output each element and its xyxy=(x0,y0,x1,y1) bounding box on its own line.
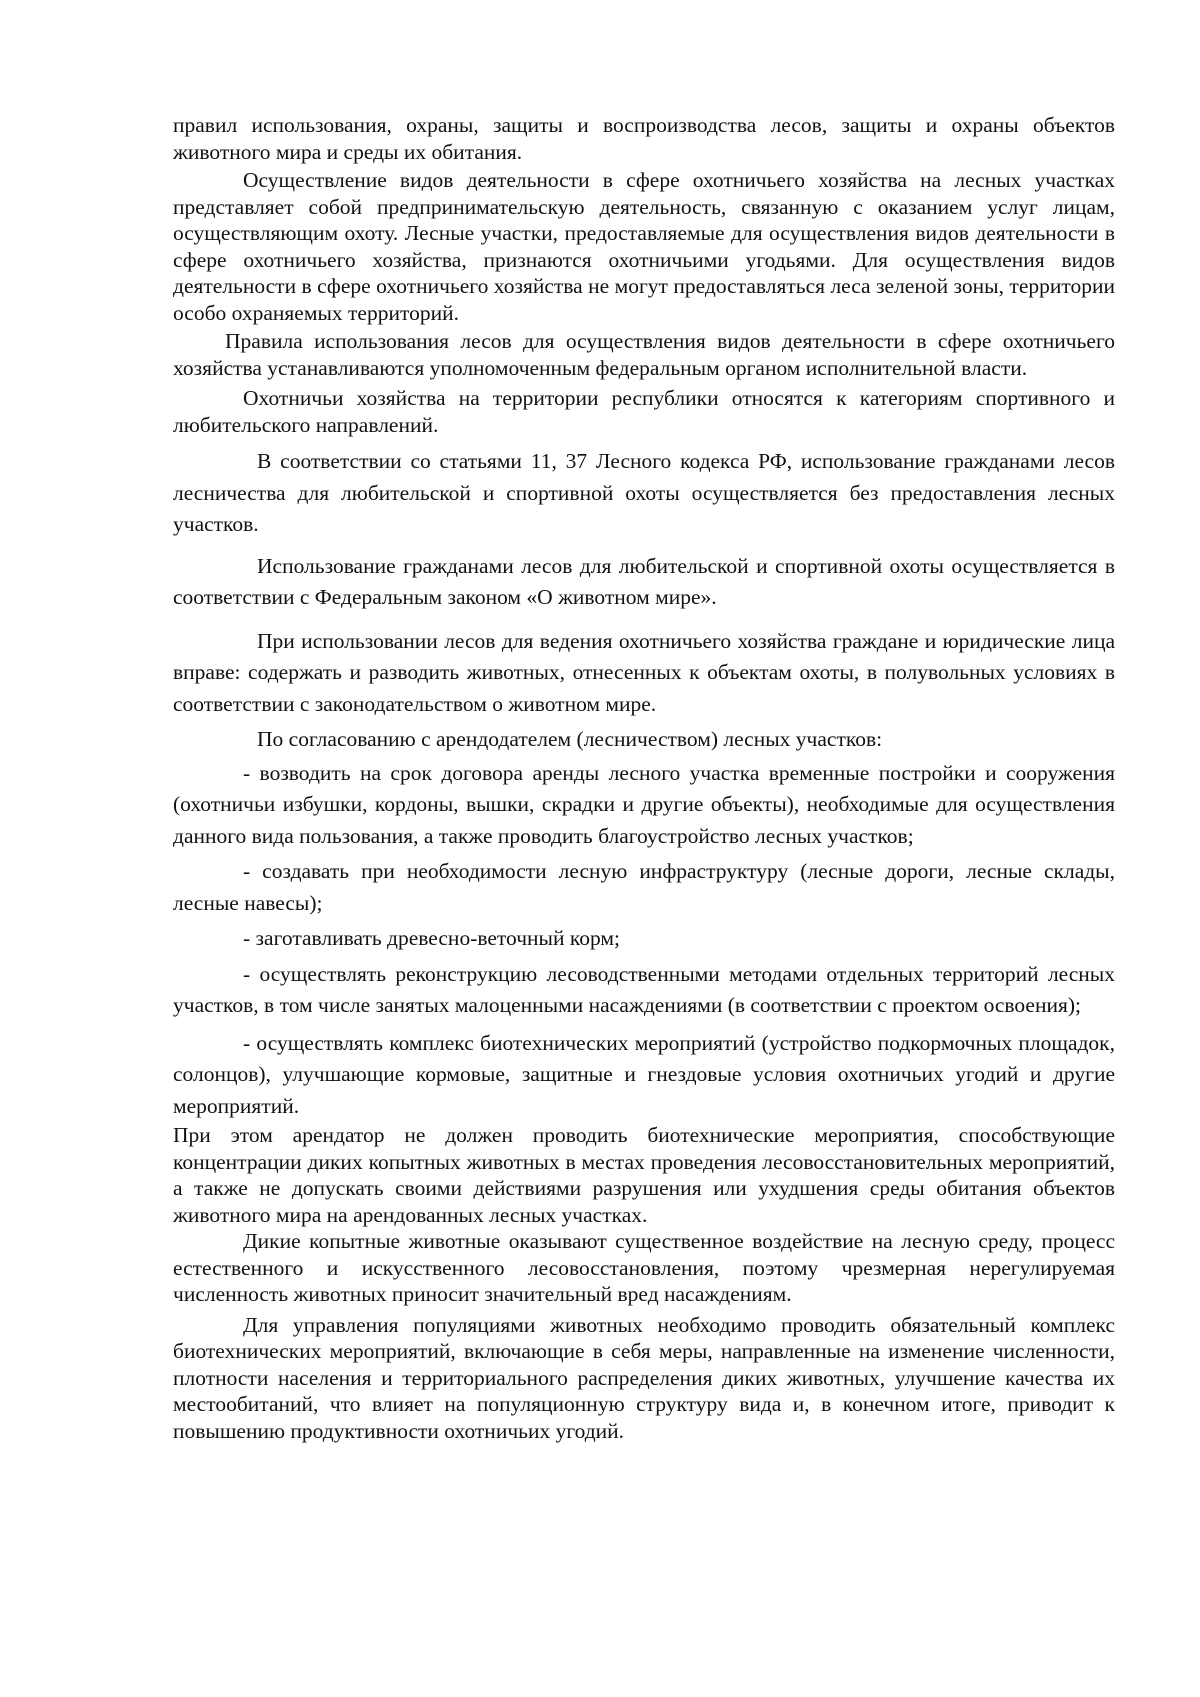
paragraph-2: Осуществление видов деятельности в сфере охотничьего хозяйства на лесных участках представляет собой предпринимательскую деятельность, связанную с оказанием услуг лицам, осуществляющим охоту. Лесные участки, предоставляемые для осуществления видов деятельности в сфере охотничьего хозяйства, признаются охотничьими угодьями. Для осуществления видов деятельности в сфере охотничьего хозяйства не могут предоставляться леса зеленой зоны, территории особо охраняемых территорий. xyxy=(173,168,1115,325)
paragraph-1: правил использования, охраны, защиты и воспроизводства лесов, защиты и охраны объектов животного мира и среды их обитания. xyxy=(173,113,1115,164)
list-item-3: - заготавливать древесно-веточный корм; xyxy=(243,926,620,950)
list-item-5: - осуществлять комплекс биотехнических мероприятий (устройство подкормочных площадок, солонцов), улучшающие кормовые, защитные и гнездовые условия охотничьих угодий и другие мероприятий. xyxy=(173,1030,1115,1118)
list-item-4: - осуществлять реконструкцию лесоводственными методами отдельных территорий лесных участков, в том числе занятых малоценными насаждениями (в соответствии с проектом освоения); xyxy=(173,961,1115,1017)
list-item-2: - создавать при необходимости лесную инфраструктуру (лесные дороги, лесные склады, лесные навесы); xyxy=(173,859,1115,915)
paragraph-9: При этом арендатор не должен проводить биотехнические мероприятия, способствующие концентрации диких копытных животных в местах проведения лесовосстановительных мероприятий, а также не допускать своими действиями разрушения или ухудшения среды обитания объектов животного мира на арендованных лесных участках. xyxy=(173,1123,1115,1227)
paragraph-7: При использовании лесов для ведения охотничьего хозяйства граждане и юридические лица вправе: содержать и разводить животных, отнесенных к объектам охоты, в полувольных условиях в соответствии с законодательством о животном мире. xyxy=(173,628,1115,716)
paragraph-10: Дикие копытные животные оказывают существенное воздействие на лесную среду, процесс естественного и искусственного лесовосстановления, поэтому чрезмерная нерегулируемая численность животных приносит значительный вред насаждениям. xyxy=(173,1229,1115,1306)
paragraph-11: Для управления популяциями животных необходимо проводить обязательный комплекс биотехнических мероприятий, включающие в себя меры, направленные на изменение численности, плотности населения и территориального распределения диких животных, улучшение качества их местообитаний, что влияет на популяционную структуру вида и, в конечном итоге, приводит к повышению продуктивности охотничьих угодий. xyxy=(173,1312,1115,1443)
document-page xyxy=(173,112,1115,1444)
paragraph-4: Охотничьи хозяйства на территории республики относятся к категориям спортивного и любительского направлений. xyxy=(173,386,1115,437)
list-item-1: - возводить на срок договора аренды лесного участка временные постройки и сооружения (охотничьи избушки, кордоны, вышки, скрадки и другие объекты), необходимые для осуществления данного вида пользования, а также проводить благоустройство лесных участков; xyxy=(173,760,1115,848)
paragraph-8: По согласованию с арендодателем (лесничеством) лесных участков: xyxy=(257,727,883,751)
paragraph-6: Использование гражданами лесов для любительской и спортивной охоты осуществляется в соответствии с Федеральным законом «О животном мире». xyxy=(173,553,1115,609)
paragraph-5: В соответствии со статьями 11, 37 Лесного кодекса РФ, использование гражданами лесов лесничества для любительской и спортивной охоты осуществляется без предоставления лесных участков. xyxy=(173,449,1115,536)
paragraph-3: Правила использования лесов для осуществления видов деятельности в сфере охотничьего хозяйства устанавливаются уполномоченным федеральным органом исполнительной власти. xyxy=(173,329,1115,380)
